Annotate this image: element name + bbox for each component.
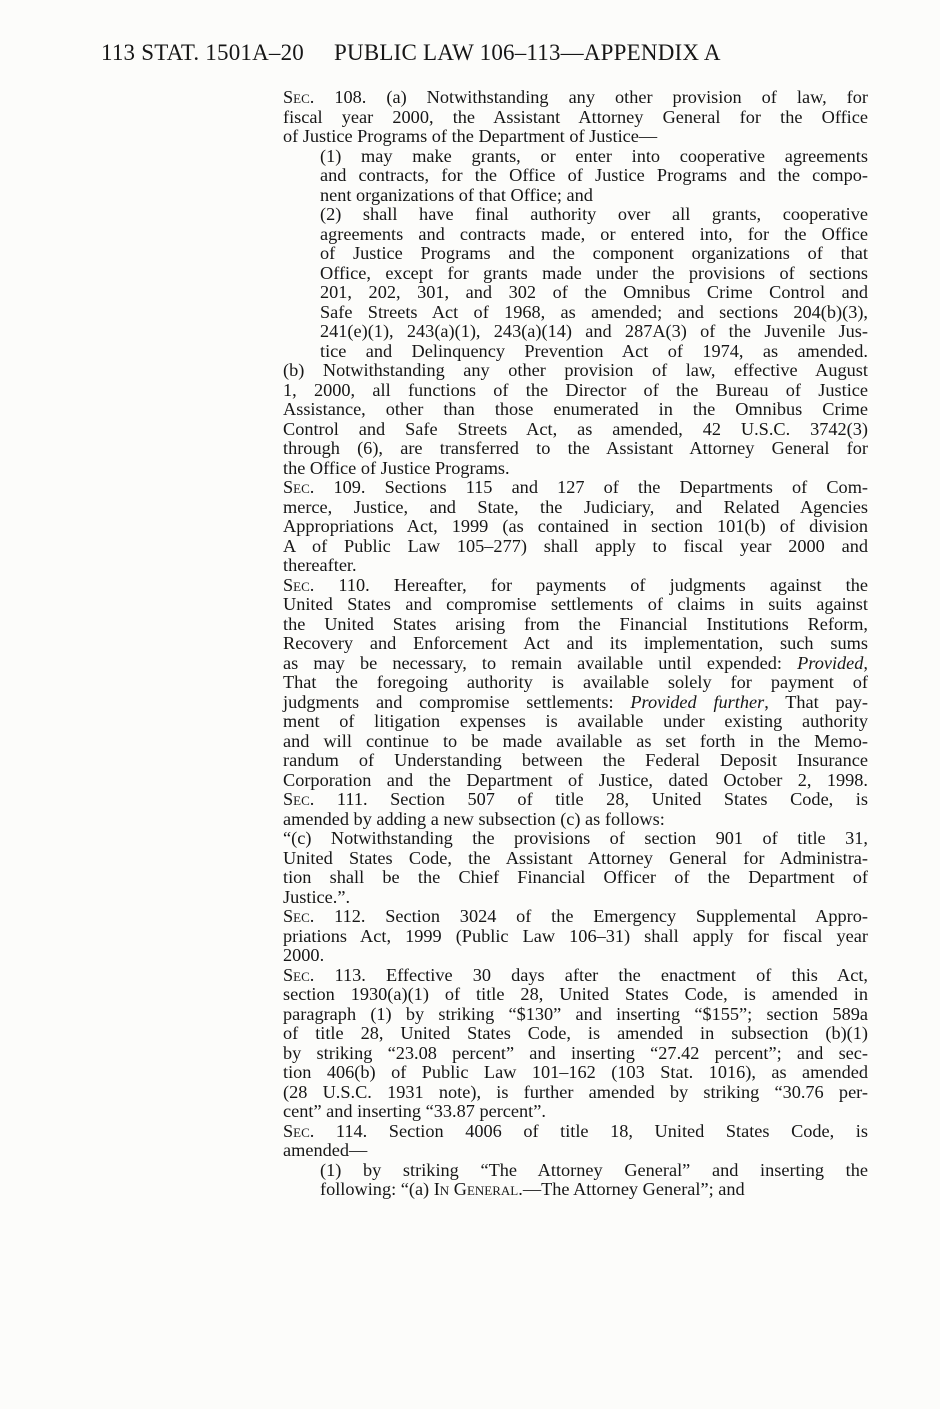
section-108-b (242, 361, 868, 478)
text-line: (b) Notwithstanding any other provision of law, effective August (283, 360, 868, 380)
text-line: and will continue to be made available as set forth in the Memo- (283, 730, 868, 751)
text-line: cent” and inserting “33.87 percent”. (283, 1101, 546, 1121)
text-line: amended— (283, 1140, 368, 1160)
text-line: and contracts, for the Office of Justice Programs and the compo- (320, 165, 868, 185)
section-111 (242, 790, 868, 829)
text-line: (2) shall have final authority over all grants, cooperative (320, 204, 868, 224)
text-line: agreements and contracts made, or entered into, for the Office (320, 223, 868, 244)
text-line: 110. Hereafter, for payments of judgments against the (314, 574, 868, 595)
text-line: ment of litigation expenses is available under existing authority (283, 711, 868, 731)
text-line: Office, except for grants made under the provisions of sections (320, 262, 868, 283)
text-line: 1, 2000, all functions of the Director of the Bureau of Justice (283, 379, 868, 400)
text-line: Appropriations Act, 1999 (as contained in section 101(b) of division (283, 516, 868, 536)
text-line: thereafter. (283, 555, 357, 575)
sec-label: Sec. (283, 87, 315, 107)
text-line: merce, Justice, and State, the Judiciary, and Related Agencies (283, 496, 868, 517)
text-line: United States Code, the Assistant Attorney General for Administra- (283, 847, 868, 868)
section-112 (242, 907, 868, 966)
text-line: the United States arising from the Financial Institutions Reform, (283, 613, 868, 634)
text-line: “(c) Notwithstanding the provisions of section 901 of title 31, (283, 828, 868, 848)
text-line: (1) may make grants, or enter into cooperative agreements (320, 145, 868, 166)
text-line: (28 U.S.C. 1931 note), is further amended by striking “30.76 per- (283, 1081, 868, 1102)
text-line: priations Act, 1999 (Public Law 106–31) shall apply for fiscal year (283, 925, 868, 946)
sec-label: Sec. (283, 906, 315, 926)
text-line: , That pay- (764, 691, 868, 712)
text-line: 201, 202, 301, and 302 of the Omnibus Crime Control and (320, 282, 868, 302)
text-line: .—The Attorney General”; and (518, 1179, 745, 1199)
section-111-quote (242, 829, 868, 907)
text-line: 114. Section 4006 of title 18, United States Code, is (314, 1120, 868, 1141)
text-line: United States and compromise settlements of claims in suits against (283, 594, 868, 614)
text-line: tion shall be the Chief Financial Officer of the Department of (283, 867, 868, 887)
text-line: paragraph (1) by striking “$130” and inserting “$155”; section 589a (283, 1003, 868, 1024)
section-114-para-1 (282, 1161, 868, 1200)
public-law-title: PUBLIC LAW 106–113—APPENDIX A (334, 40, 721, 65)
text-line: 113. Effective 30 days after the enactment of this Act, (314, 964, 868, 985)
stat-citation: 113 STAT. 1501A–20 (101, 40, 305, 65)
text-line: amended by adding a new subsection (c) as follows: (283, 808, 665, 829)
sec-label: Sec. (283, 477, 315, 497)
text-line: tion 406(b) of Public Law 101–162 (103 Stat. 1016), as amended (283, 1062, 868, 1082)
section-113 (242, 966, 868, 1122)
text-line: 2000. (283, 945, 325, 965)
text-line: A of Public Law 105–277) shall apply to fiscal year 2000 and (283, 535, 868, 556)
section-114 (242, 1122, 868, 1161)
text-line: Recovery and Enforcement Act and its implementation, such sums (283, 633, 868, 653)
text-line: (1) by striking “The Attorney General” and inserting the (320, 1159, 868, 1180)
text-line: by striking “23.08 percent” and inserting “27.42 percent”; and sec- (283, 1042, 868, 1063)
text-line: 108. (a) Notwithstanding any other provision of law, for (314, 87, 868, 107)
sec-label: Sec. (283, 789, 315, 809)
text-line: Justice.”. (283, 886, 351, 907)
text-line: fiscal year 2000, the Assistant Attorney General for the Office (283, 106, 868, 127)
section-109 (242, 478, 868, 576)
running-header (101, 40, 721, 66)
sec-label: Sec. (283, 574, 315, 595)
section-108-para-2 (282, 205, 868, 361)
text-line: 111. Section 507 of title 28, United States Code, is (314, 789, 868, 809)
text-line: Assistance, other than those enumerated in the Omnibus Crime (283, 399, 868, 419)
text-line: the Office of Justice Programs. (283, 457, 510, 478)
text-line: of Justice Programs and the component organizations of that (320, 243, 868, 263)
text-line: of Justice Programs of the Department of Justice— (283, 126, 658, 146)
statute-body (242, 88, 868, 1200)
proviso-italic: Provided, (797, 652, 868, 673)
text-line: as may be necessary, to remain available until expended: (283, 652, 798, 673)
text-line: That the foregoing authority is available solely for payment of (283, 672, 868, 692)
text-line: tice and Delinquency Prevention Act of 1974, as amended. (320, 340, 868, 361)
text-line: 112. Section 3024 of the Emergency Supplemental Appro- (314, 906, 868, 926)
text-line: section 1930(a)(1) of title 28, United States Code, is amended in (283, 984, 868, 1004)
sec-label: Sec. (283, 1120, 315, 1141)
text-line: 241(e)(1), 243(a)(1), 243(a)(14) and 287A(3) of the Juvenile Jus- (320, 321, 868, 341)
text-line: through (6), are transferred to the Assistant Attorney General for (283, 438, 868, 458)
section-108-para-1 (282, 147, 868, 206)
text-line: Corporation and the Department of Justice, dated October 2, 1998. (283, 769, 868, 790)
section-108-a (242, 88, 868, 147)
text-line: randum of Understanding between the Federal Deposit Insurance (283, 750, 868, 770)
text-line: Control and Safe Streets Act, as amended, 42 U.S.C. 3742(3) (283, 418, 868, 439)
proviso-italic: Provided further (630, 691, 765, 712)
sec-label: Sec. (283, 964, 315, 985)
subsection-heading: In General (433, 1179, 519, 1199)
section-110 (242, 576, 868, 791)
text-line: judgments and compromise settlements: (283, 691, 631, 712)
text-line: Safe Streets Act of 1968, as amended; and sections 204(b)(3), (320, 301, 868, 322)
text-line: nent organizations of that Office; and (320, 184, 593, 205)
text-line: of title 28, United States Code, is amended in subsection (b)(1) (283, 1023, 868, 1043)
text-line: 109. Sections 115 and 127 of the Departments of Com- (314, 477, 868, 497)
text-line: following: “(a) (320, 1179, 434, 1199)
